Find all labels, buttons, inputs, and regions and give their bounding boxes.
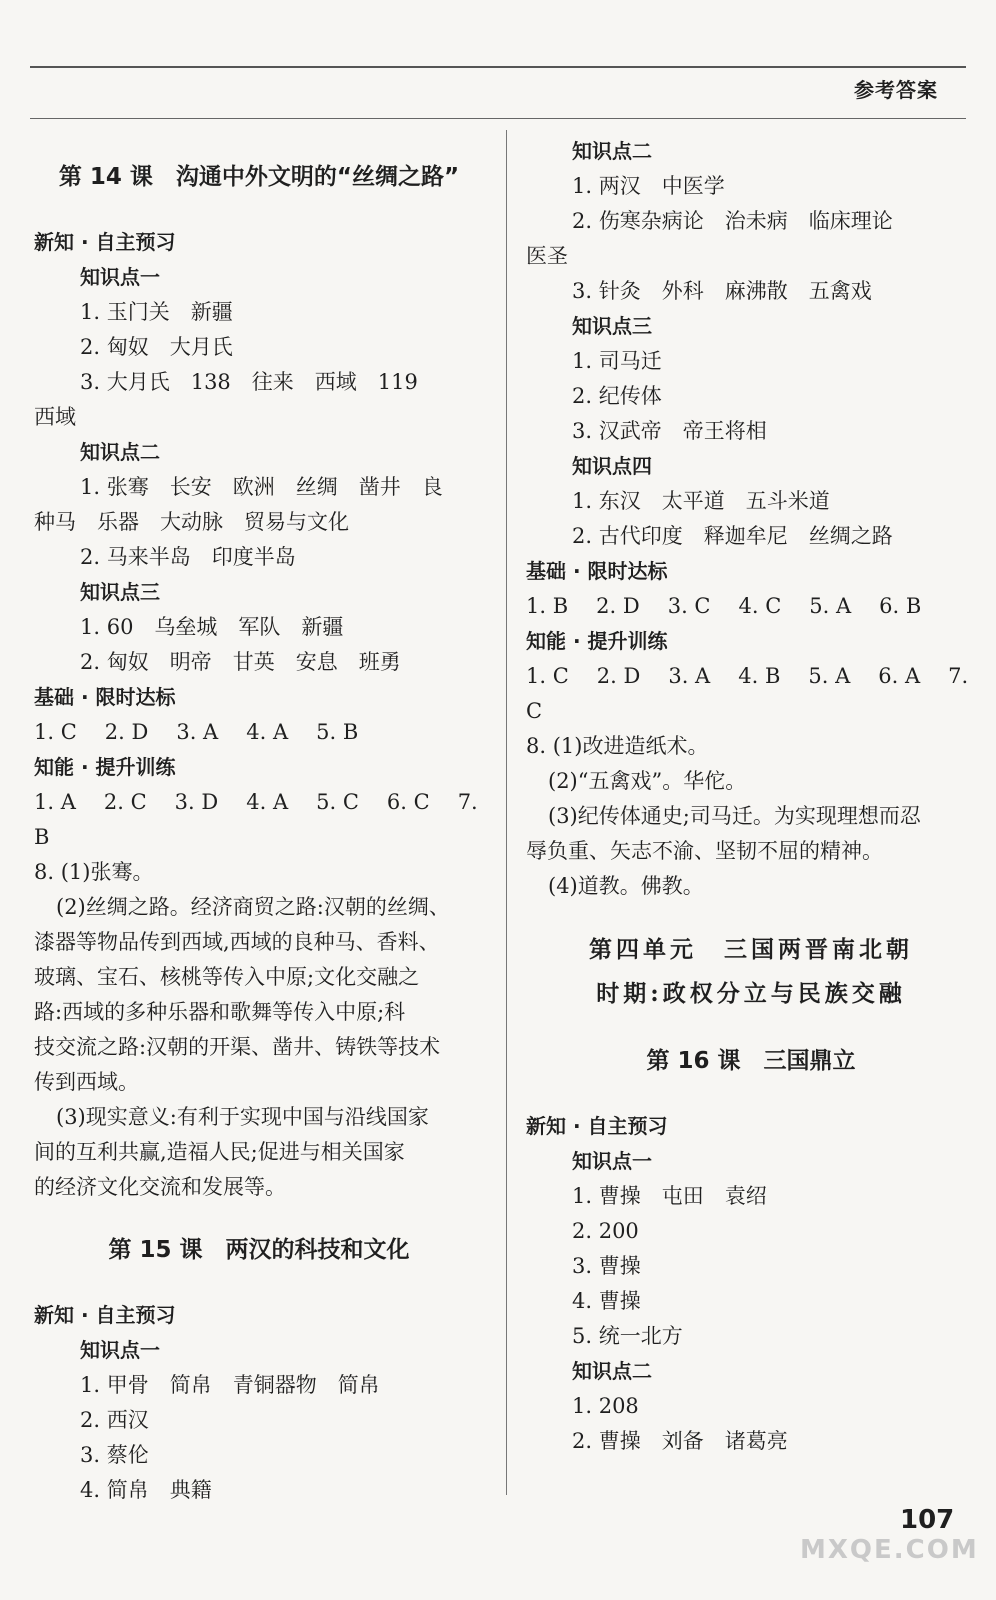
- unit-title: [526, 928, 976, 1016]
- answer-row: [34, 785, 484, 855]
- answer-line: (2)丝绸之路。经济商贸之路:汉朝的丝绸、: [56, 895, 450, 919]
- answer-line: (4)道教。佛教。: [548, 874, 704, 898]
- answer: 3. A: [176, 720, 219, 744]
- knowledge-point-heading: 知识点三: [572, 314, 652, 338]
- answer-line: 1. 司马迁: [572, 349, 662, 373]
- right-column: [526, 134, 976, 1459]
- answer-line: 2. 纪传体: [572, 384, 662, 408]
- knowledge-point-heading: 知识点四: [572, 454, 652, 478]
- answer-line: 路:西域的多种乐器和歌舞等传入中原;科: [34, 1000, 406, 1024]
- answer-line: 3. 针灸 外科 麻沸散 五禽戏: [572, 279, 872, 303]
- answer: 2. D: [596, 664, 641, 688]
- knowledge-point-heading: 知识点三: [80, 580, 160, 604]
- answer: 4. C: [738, 594, 782, 618]
- section-heading: 基础 · 限时达标: [526, 559, 668, 583]
- answer: 4. A: [246, 790, 289, 814]
- answer-line: 1. 玉门关 新疆: [80, 300, 233, 324]
- answer-line: 1. 张骞 长安 欧洲 丝绸 凿井 良: [80, 475, 443, 499]
- answer: 5. C: [316, 790, 359, 814]
- answer-line: 4. 曹操: [572, 1289, 641, 1313]
- knowledge-point-heading: 知识点二: [572, 1359, 652, 1383]
- left-column: [34, 150, 484, 1508]
- answer-line: 间的互利共赢,造福人民;促进与相关国家: [34, 1140, 405, 1164]
- knowledge-point-heading: 知识点二: [572, 139, 652, 163]
- answer-line: (3)现实意义:有利于实现中国与沿线国家: [56, 1105, 429, 1129]
- answer-line: 3. 蔡伦: [80, 1443, 149, 1467]
- knowledge-point-heading: 知识点一: [572, 1149, 652, 1173]
- answer: 3. D: [174, 790, 219, 814]
- answer: 6. A: [878, 664, 921, 688]
- answer-line: 2. 古代印度 释迦牟尼 丝绸之路: [572, 524, 893, 548]
- lesson-16-title: 第 16 课 三国鼎立: [646, 1048, 856, 1074]
- section-heading: 新知 · 自主预习: [34, 1303, 176, 1327]
- answer-line: 3. 曹操: [572, 1254, 641, 1278]
- header-title: 参考答案: [854, 78, 938, 102]
- answer: 4. A: [246, 720, 289, 744]
- answer-line: 4. 简帛 典籍: [80, 1478, 212, 1502]
- answer: 1. C: [34, 720, 77, 744]
- answer-line: 漆器等物品传到西域,西域的良种马、香料、: [34, 930, 440, 954]
- answer-line: 1. 东汉 太平道 五斗米道: [572, 489, 830, 513]
- answer-line: 1. 208: [572, 1394, 639, 1418]
- answer-line: 的经济文化交流和发展等。: [34, 1175, 286, 1199]
- answer: 1. B: [526, 594, 569, 618]
- answer-line: 2. 西汉: [80, 1408, 149, 1432]
- knowledge-point-heading: 知识点二: [80, 440, 160, 464]
- unit-title-line: 第四单元 三国两晋南北朝: [589, 936, 913, 963]
- answer: 3. C: [667, 594, 711, 618]
- section-heading: 新知 · 自主预习: [526, 1114, 668, 1138]
- answer-line: 3. 汉武帝 帝王将相: [572, 419, 767, 443]
- answer-line: 玻璃、宝石、核桃等传入中原;文化交融之: [34, 965, 420, 989]
- answer-line: 2. 匈奴 明帝 甘英 安息 班勇: [80, 650, 401, 674]
- answer-row: [526, 589, 976, 624]
- answer-line: 2. 伤寒杂病论 治未病 临床理论: [572, 209, 893, 233]
- answer: 2. D: [104, 720, 149, 744]
- answer: 6. B: [879, 594, 922, 618]
- answer-line: 1. 两汉 中医学: [572, 174, 725, 198]
- answer-line: 2. 200: [572, 1219, 639, 1243]
- answer-line: 2. 马来半岛 印度半岛: [80, 545, 296, 569]
- answer: 4. B: [738, 664, 781, 688]
- answer-line: 8. (1)张骞。: [34, 860, 154, 884]
- answer-line: 8. (1)改进造纸术。: [526, 734, 709, 758]
- answer: 2. D: [596, 594, 640, 618]
- answer: 5. A: [808, 664, 851, 688]
- answer-line: 1. 甲骨 简帛 青铜器物 简帛: [80, 1373, 380, 1397]
- answer-line: 2. 匈奴 大月氏: [80, 335, 233, 359]
- section-heading: 新知 · 自主预习: [34, 230, 176, 254]
- answer: 5. A: [809, 594, 852, 618]
- answer: 7. C: [526, 664, 969, 723]
- top-rule: [30, 66, 966, 68]
- answer: 7. B: [34, 790, 478, 849]
- answer: 6. C: [386, 790, 430, 814]
- knowledge-point-heading: 知识点一: [80, 1338, 160, 1362]
- unit-title-line: 时期:政权分立与民族交融: [596, 980, 906, 1007]
- answer-line: (3)纪传体通史;司马迁。为实现理想而忍: [548, 804, 921, 828]
- answer-row: [34, 715, 484, 750]
- answer-line: 种马 乐器 大动脉 贸易与文化: [34, 510, 349, 534]
- answer: 3. A: [668, 664, 711, 688]
- answer: 1. A: [34, 790, 76, 814]
- answer-line: 西域: [34, 405, 76, 429]
- answer-row: [526, 659, 976, 729]
- lesson-15-title: 第 15 课 两汉的科技和文化: [108, 1237, 410, 1263]
- answer-line: 2. 曹操 刘备 诸葛亮: [572, 1429, 788, 1453]
- answer-line: 技交流之路:汉朝的开渠、凿井、铸铁等技术: [34, 1035, 441, 1059]
- answer: 1. C: [526, 664, 569, 688]
- lesson-14-title: 第 14 课 沟通中外文明的“丝绸之路”: [58, 164, 460, 190]
- answer-line: 5. 统一北方: [572, 1324, 683, 1348]
- answer-line: (2)“五禽戏”。华佗。: [548, 769, 747, 793]
- answer-line: 辱负重、矢志不渝、坚韧不屈的精神。: [526, 839, 883, 863]
- header-rule: [30, 118, 966, 119]
- knowledge-point-heading: 知识点一: [80, 265, 160, 289]
- answer-line: 1. 曹操 屯田 袁绍: [572, 1184, 767, 1208]
- answer-line: 1. 60 乌垒城 军队 新疆: [80, 615, 344, 639]
- watermark: MXQE.COM: [800, 1535, 979, 1565]
- page-number: 107: [900, 1505, 955, 1535]
- answer-line: 医圣: [526, 244, 568, 268]
- section-heading: 基础 · 限时达标: [34, 685, 176, 709]
- section-heading: 知能 · 提升训练: [34, 755, 176, 779]
- answer: 2. C: [103, 790, 147, 814]
- section-heading: 知能 · 提升训练: [526, 629, 668, 653]
- answer-line: 传到西域。: [34, 1070, 139, 1094]
- column-divider: [506, 130, 507, 1495]
- answer-line: 3. 大月氏 138 往来 西域 119: [80, 370, 418, 394]
- answer: 5. B: [316, 720, 359, 744]
